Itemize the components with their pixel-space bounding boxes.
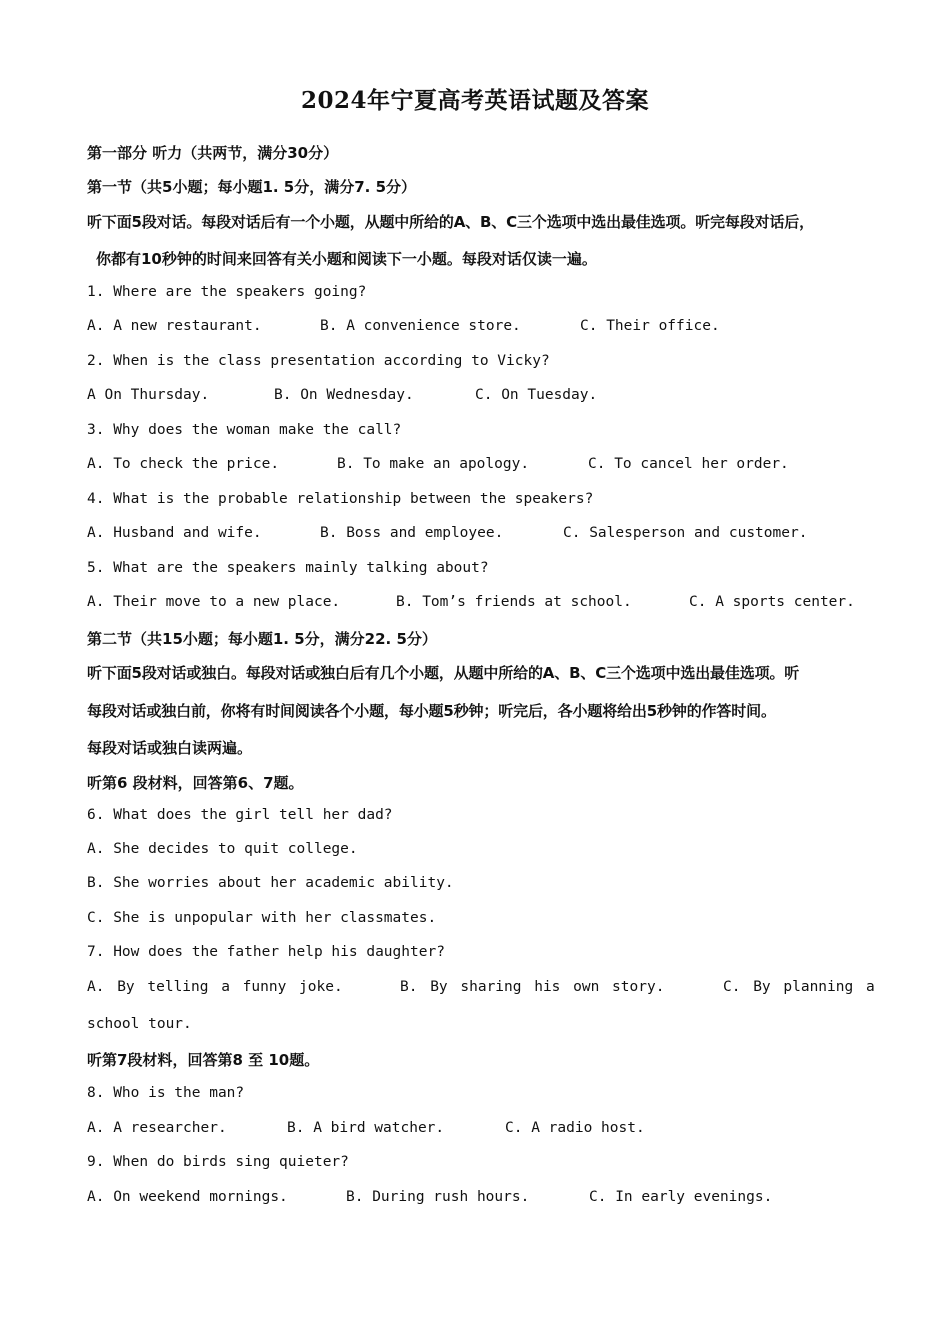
section1-instructions-line1: 听下面5段对话。每段对话后有一个小题，从题中所给的A、B、C三个选项中选出最佳选项。听完每段对话后， xyxy=(87,213,814,231)
question-9-stem: 9. When do birds sing quieter? xyxy=(87,1154,349,1170)
section2-heading: 第二节（共15小题；每小题1. 5分，满分22. 5分） xyxy=(87,630,437,648)
question-6-option-a: A. She decides to quit college. xyxy=(87,841,358,857)
question-3-option-c: C. To cancel her order. xyxy=(588,456,789,472)
question-9-option-c: C. In early evenings. xyxy=(589,1189,773,1205)
question-9-option-b: B. During rush hours. xyxy=(346,1189,530,1205)
question-2-option-c: C. On Tuesday. xyxy=(475,387,598,403)
question-7-stem: 7. How does the father help his daughter? xyxy=(87,944,445,960)
question-8-option-c: C. A radio host. xyxy=(505,1120,645,1136)
question-1-option-b: B. A convenience store. xyxy=(320,318,521,334)
question-7-option-b: B. By sharing his own story. xyxy=(400,979,665,995)
question-1-stem: 1. Where are the speakers going? xyxy=(87,284,367,300)
question-8-stem: 8. Who is the man? xyxy=(87,1085,245,1101)
question-9-option-a: A. On weekend mornings. xyxy=(87,1189,288,1205)
question-4-stem: 4. What is the probable relationship between the speakers? xyxy=(87,491,594,507)
section2-instructions-line2: 每段对话或独白前，你将有时间阅读各个小题，每小题5秒钟；听完后，各小题将给出5秒钟的作答时间。 xyxy=(87,702,776,720)
question-5-option-b: B. Tom’s friends at school. xyxy=(396,594,632,610)
question-6-option-c: C. She is unpopular with her classmates. xyxy=(87,910,437,926)
question-2-option-a: A On Thursday. xyxy=(87,387,210,403)
question-6-stem: 6. What does the girl tell her dad? xyxy=(87,807,393,823)
question-5-option-c: C. A sports center. xyxy=(689,594,855,610)
section2-instructions-line3: 每段对话或独白读两遍。 xyxy=(87,739,253,757)
question-1-option-c: C. Their office. xyxy=(580,318,720,334)
material-6-heading: 听第6 段材料，回答第6、7题。 xyxy=(87,774,304,792)
question-5-stem: 5. What are the speakers mainly talking about? xyxy=(87,560,489,576)
material-7-heading: 听第7段材料，回答第8 至 10题。 xyxy=(87,1051,320,1069)
question-4-option-a: A. Husband and wife. xyxy=(87,525,262,541)
question-8-option-a: A. A researcher. xyxy=(87,1120,227,1136)
question-1-option-a: A. A new restaurant. xyxy=(87,318,262,334)
part1-heading: 第一部分 听力（共两节，满分30分） xyxy=(87,144,339,162)
question-3-option-b: B. To make an apology. xyxy=(337,456,530,472)
page-title: 2024年宁夏高考英语试题及答案 xyxy=(300,87,649,114)
question-7-option-c: C. By planning a xyxy=(723,979,875,995)
section2-instructions-line1: 听下面5段对话或独白。每段对话或独白后有几个小题，从题中所给的A、B、C三个选项中选出最佳选项。听 xyxy=(87,664,800,682)
question-4-option-c: C. Salesperson and customer. xyxy=(563,525,808,541)
question-3-option-a: A. To check the price. xyxy=(87,456,280,472)
question-8-option-b: B. A bird watcher. xyxy=(287,1120,445,1136)
question-4-option-b: B. Boss and employee. xyxy=(320,525,504,541)
question-2-option-b: B. On Wednesday. xyxy=(274,387,414,403)
question-2-stem: 2. When is the class presentation according to Vicky? xyxy=(87,353,550,369)
question-3-stem: 3. Why does the woman make the call? xyxy=(87,422,402,438)
question-5-option-a: A. Their move to a new place. xyxy=(87,594,341,610)
section1-instructions-line2: 你都有10秒钟的时间来回答有关小题和阅读下一小题。每段对话仅读一遍。 xyxy=(96,250,597,268)
section1-heading: 第一节（共5小题；每小题1. 5分，满分7. 5分） xyxy=(87,178,417,196)
question-6-option-b: B. She worries about her academic ability. xyxy=(87,875,454,891)
question-7-option-a: A. By telling a funny joke. xyxy=(87,979,343,995)
question-7-option-c-continued: school tour. xyxy=(87,1016,192,1032)
